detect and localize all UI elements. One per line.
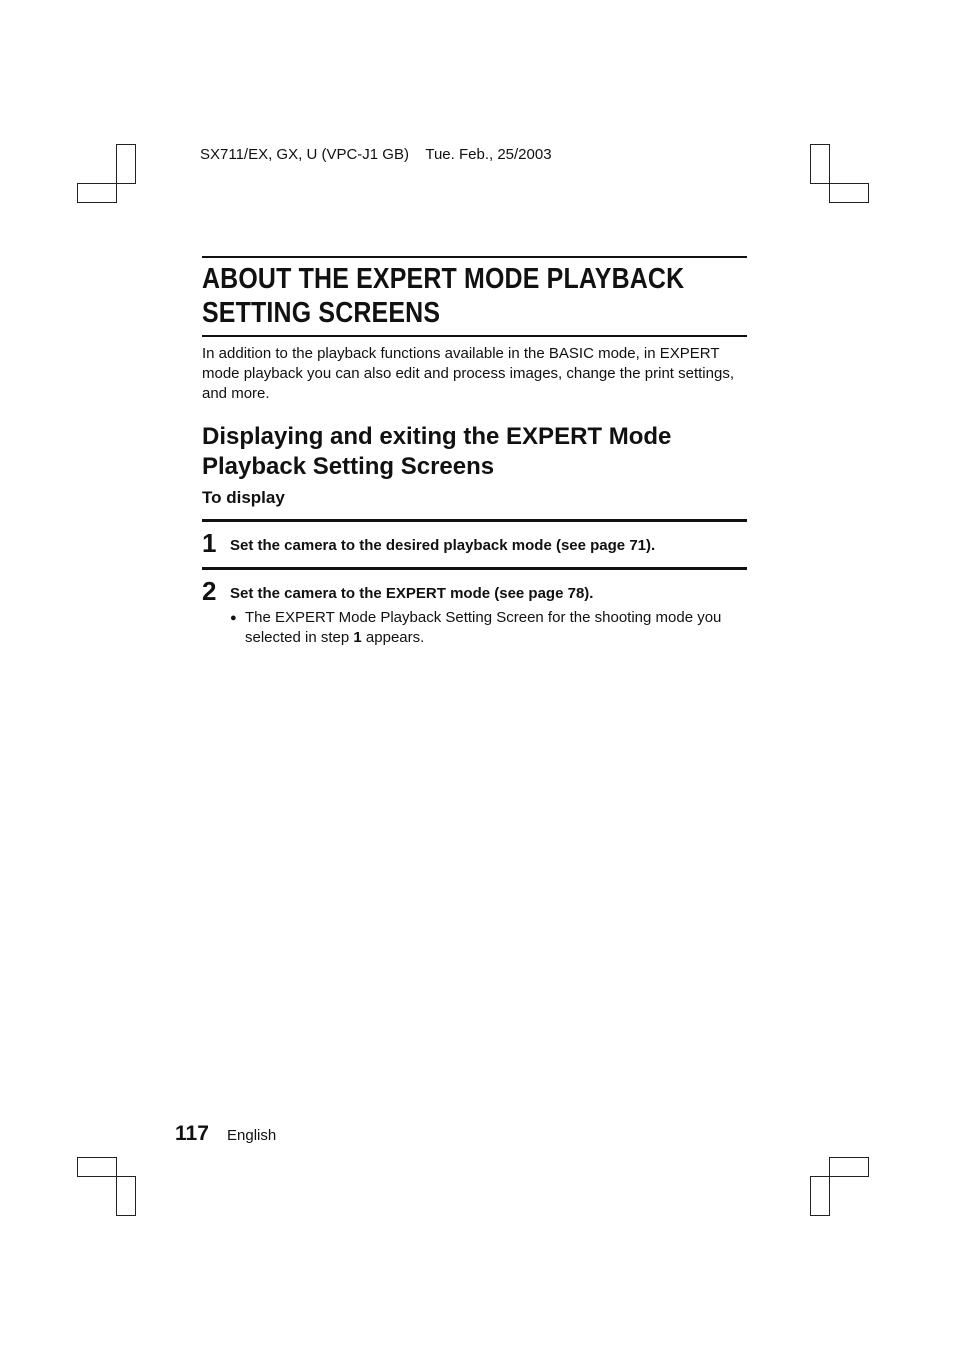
bullet-dot-icon: ● [230,612,237,624]
bullet-text [245,608,730,648]
header-model: SX711/EX, GX, U (VPC-J1 GB) [200,146,409,163]
step-1-number: 1 [202,528,217,558]
crop-mark-bottom-left-horizontal [77,1157,117,1177]
document-header [200,146,552,163]
step-2-bullet [230,608,730,648]
page-title [202,262,752,330]
section-heading-line2: Playback Setting Screens [202,453,495,480]
intro-paragraph: In addition to the playback functions available in the BASIC mode, in EXPERT mode playback you can also edit and process images, change the print settings, and more. [202,345,734,402]
step-2-text: Set the camera to the EXPERT mode (see page 78). [230,585,594,602]
language-label: English [227,1127,277,1144]
step-1-text: Set the camera to the desired playback mode (see page 71). [230,537,656,554]
section-heading-line1: Displaying and exiting the EXPERT Mode [202,423,672,450]
crop-mark-top-right-vertical [810,144,830,184]
subheading-to-display: To display [202,488,285,507]
crop-mark-top-left-horizontal [77,183,117,203]
page-title-line2: SETTING SCREENS [202,297,441,329]
bullet-text-after: appears. [361,629,425,646]
step-2-rule [202,567,747,570]
crop-mark-bottom-left-vertical [116,1176,136,1216]
page-number: 117 [175,1122,209,1145]
step-1-rule [202,519,747,522]
crop-mark-top-right-horizontal [829,183,869,203]
crop-mark-bottom-right-vertical [810,1176,830,1216]
header-date: Tue. Feb., 25/2003 [425,146,552,163]
bullet-step-ref: 1 [353,629,362,646]
crop-mark-top-left-vertical [116,144,136,184]
step-2-number: 2 [202,576,217,606]
crop-mark-bottom-right-horizontal [829,1157,869,1177]
title-top-rule [202,256,747,258]
section-heading [202,422,747,482]
page-title-line1: ABOUT THE EXPERT MODE PLAYBACK [202,263,685,295]
bullet-text-before: The EXPERT Mode Playback Setting Screen for the shooting mode you selected in step [245,609,722,646]
title-bottom-rule [202,335,747,337]
